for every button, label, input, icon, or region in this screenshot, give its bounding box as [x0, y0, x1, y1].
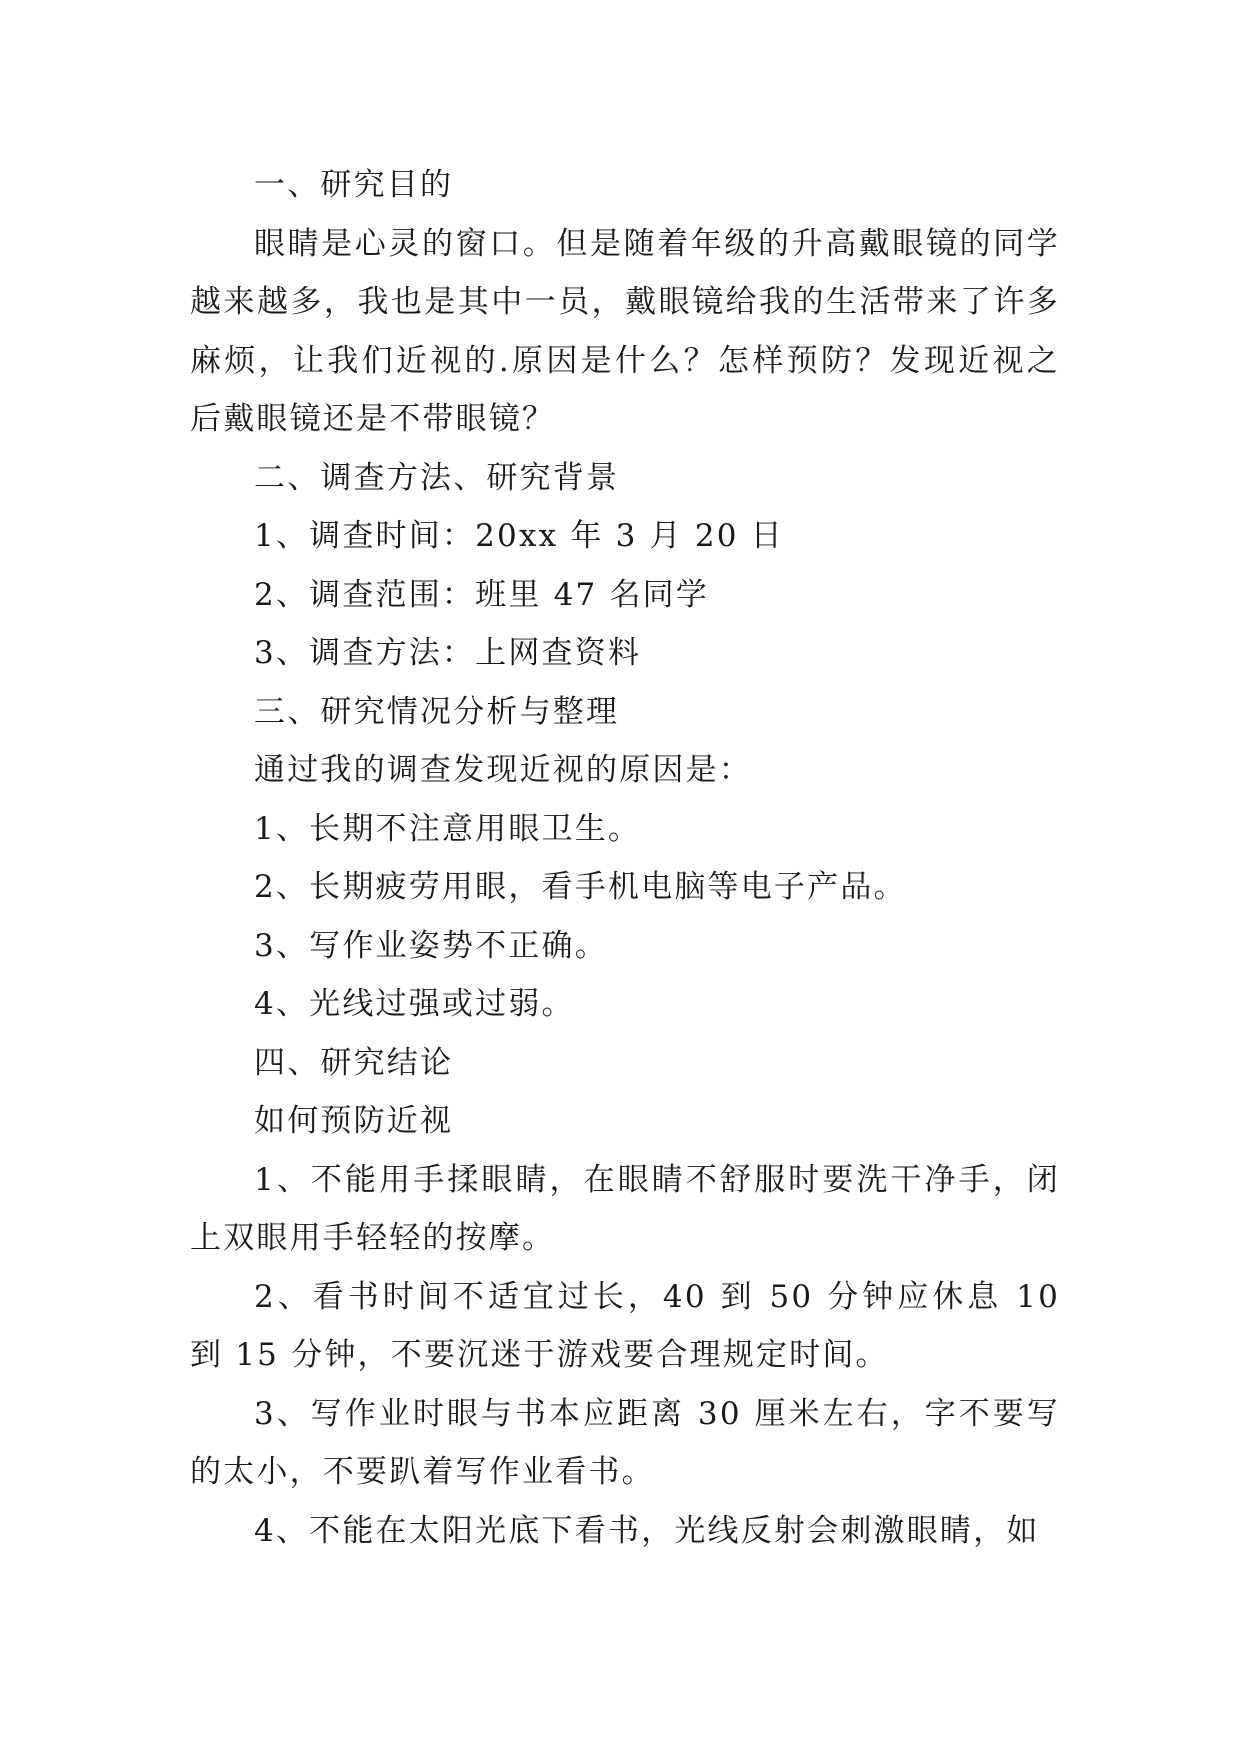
list-item-cause-4: 4、光线过强或过弱。: [254, 986, 575, 1022]
list-item-survey-scope: 2、调查范围：班里 47 名同学: [254, 576, 710, 613]
list-item-prevention-3: 3、写作业时眼与书本应距离 30 厘米左右，字不要写的太小，不要趴着写作业看书。: [190, 1395, 1060, 1490]
section-heading-method: 二、调查方法、研究背景: [254, 459, 620, 496]
list-item-cause-3: 3、写作业姿势不正确。: [254, 927, 608, 964]
document-body: [190, 156, 1060, 1560]
list-item-cause-1: 1、长期不注意用眼卫生。: [254, 810, 642, 847]
section-heading-purpose: 一、研究目的: [254, 167, 454, 203]
section-heading-analysis: 三、研究情况分析与整理: [254, 693, 620, 730]
subheading-prevention: 如何预防近视: [254, 1103, 454, 1139]
list-item-prevention-2: 2、看书时间不适宜过长，40 到 50 分钟应休息 10 到 15 分钟，不要沉迷于游戏要合理规定时间。: [190, 1278, 1060, 1373]
list-item-survey-method: 3、调查方法：上网查资料: [254, 635, 642, 671]
list-item-prevention-4: 4、不能在太阳光底下看书，光线反射会刺激眼睛，如: [254, 1512, 1040, 1549]
list-item-prevention-1: 1、不能用手揉眼睛，在眼睛不舒服时要洗干净手，闭上双眼用手轻轻的按摩。: [190, 1161, 1060, 1256]
paragraph-analysis-intro: 通过我的调查发现近视的原因是：: [254, 752, 752, 788]
section-heading-conclusion: 四、研究结论: [254, 1044, 454, 1081]
list-item-cause-2: 2、长期疲劳用眼，看手机电脑等电子产品。: [254, 869, 907, 905]
paragraph-purpose: 眼睛是心灵的窗口。但是随着年级的升高戴眼镜的同学越来越多，我也是其中一员，戴眼镜给我的生活带来了许多麻烦，让我们近视的.原因是什么？怎样预防？发现近视之后戴眼镜还是不带眼镜？: [190, 225, 1060, 437]
list-item-survey-time: 1、调查时间：20xx 年 3 月 20 日: [254, 518, 784, 554]
